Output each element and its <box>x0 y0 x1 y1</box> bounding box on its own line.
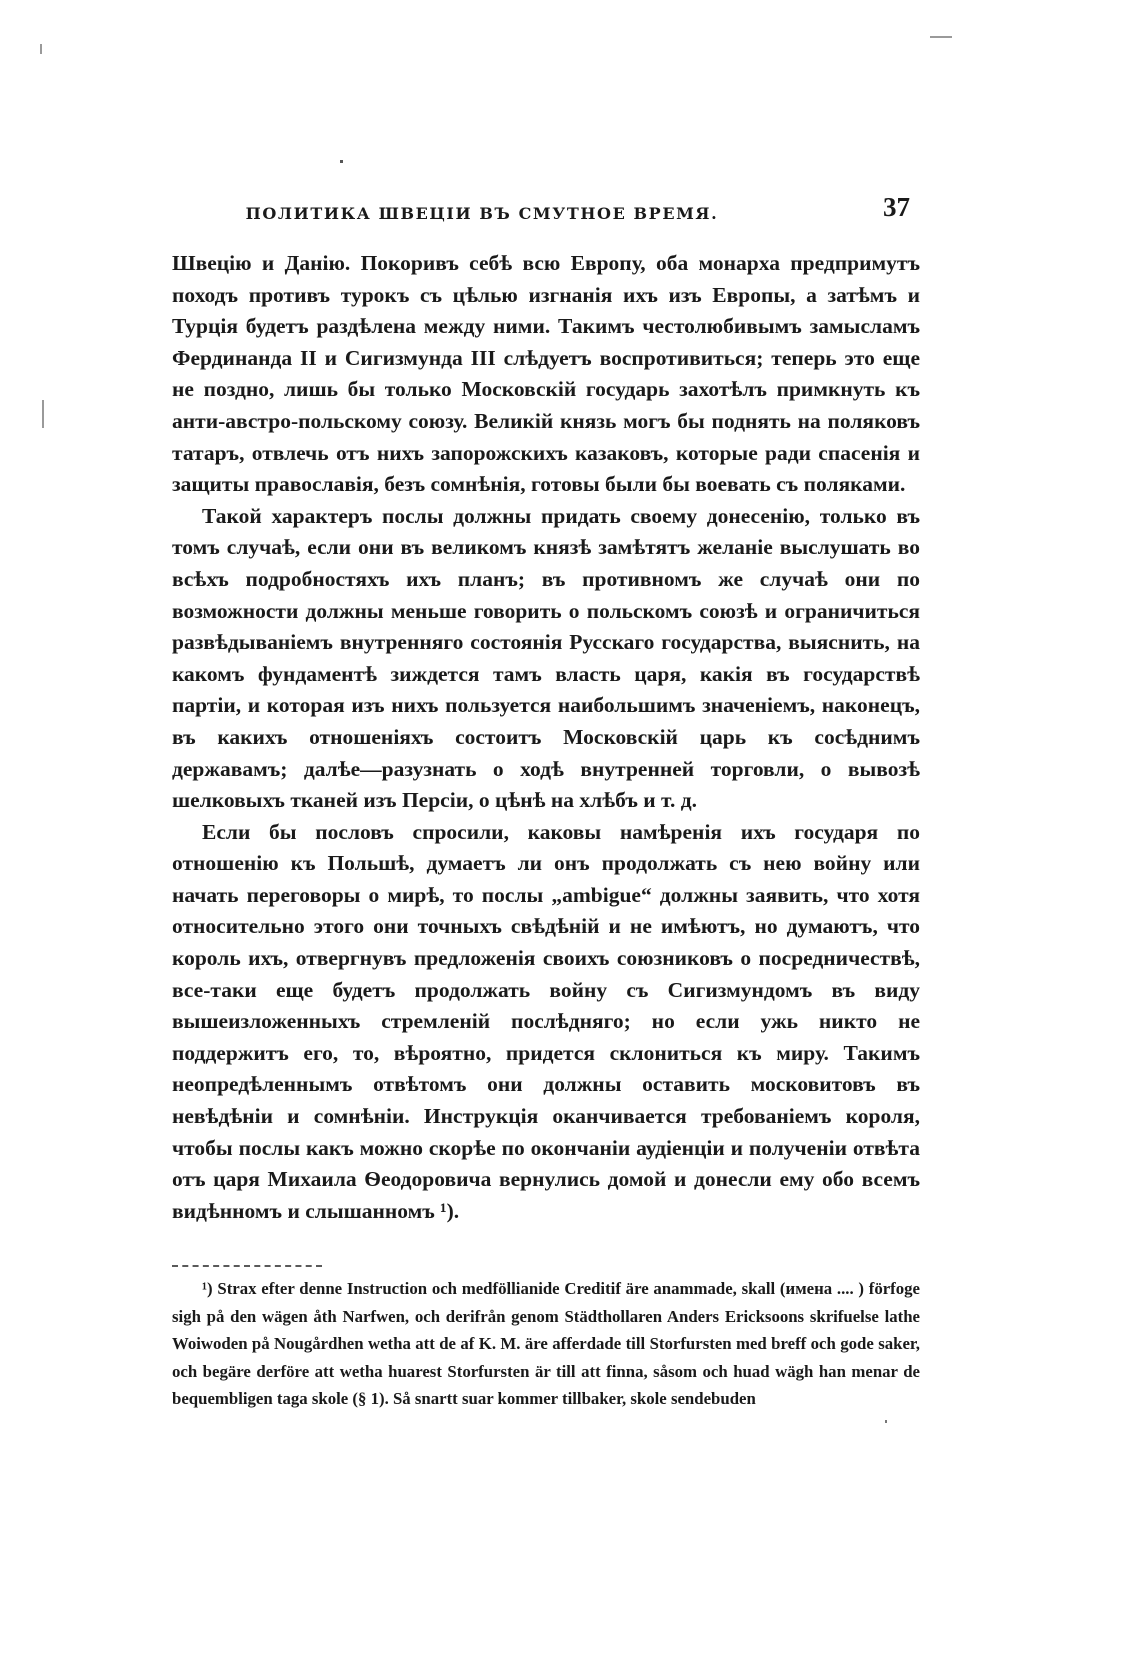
footnote <box>172 1275 920 1413</box>
scan-dot <box>340 160 343 163</box>
main-text <box>172 248 920 1227</box>
scan-dot-bottom <box>885 1420 887 1423</box>
paragraph-1: Швецію и Данію. Покоривъ себѣ всю Европу, оба монарха предпримутъ походъ противъ турокъ съ цѣлью изгнанія ихъ изъ Европы, а затѣмъ и Турція будетъ раздѣлена между ними. Такимъ честолюбивымъ замысламъ Фердинанда II и Сигизмунда III слѣдуетъ воспротивиться; теперь это еще не поздно, лишь бы только Московскій государь захотѣлъ примкнуть къ анти-австро-польскому союзу. Великій князь могъ бы поднять на поляковъ татаръ, отвлечь отъ нихъ запорожскихъ казаковъ, которые ради спасенія и защиты православія, безъ сомнѣнія, готовы были бы воевать съ поляками. <box>172 251 920 497</box>
running-header <box>172 192 920 232</box>
scan-edge-mark-right <box>930 36 952 38</box>
scan-edge-mark-left-lower <box>42 400 44 428</box>
paragraph-2: Такой характеръ послы должны придать своему донесенію, только въ томъ случаѣ, если они въ великомъ князѣ замѣтятъ желаніе выслушать во всѣхъ подробностяхъ ихъ планъ; въ противномъ же случаѣ они по возможности должны меньше говорить о польскомъ союзѣ и ограничиться развѣдываніемъ внутренняго состоянія Русскаго государства, выяснить, на какомъ фундаментѣ зиждется тамъ власть царя, какія въ государствѣ партіи, и которая изъ нихъ пользуется наибольшимъ значеніемъ, наконецъ, въ какихъ отношеніяхъ состоитъ Московскій царь къ сосѣднимъ державамъ; далѣе—разузнать о ходѣ внутренней торговли, о вывозѣ шелковыхъ тканей изъ Персіи, о цѣнѣ на хлѣбъ и т. д. <box>172 503 920 813</box>
page-number: 37 <box>883 192 910 222</box>
paragraph-3: Если бы пословъ спросили, каковы намѣренія ихъ государя по отношенію къ Польшѣ, думаетъ ли онъ продолжать съ нею войну или начать переговоры о мирѣ, то послы „ambigue“ должны заявить, что хотя относительно этого они точныхъ свѣдѣній и не имѣютъ, но думаютъ, что король ихъ, отвергнувъ предложенія своихъ союзниковъ о посредничествѣ, все-таки еще будетъ продолжать войну съ Сигизмундомъ въ виду вышеизложенныхъ стремленій послѣдняго; но если ужь никто не поддержитъ его, то, вѣроятно, придется склониться къ миру. Такимъ неопредѣленнымъ отвѣтомъ они должны оставить московитовъ въ невѣдѣніи и сомнѣніи. Инструкція оканчивается требованіемъ короля, чтобы послы какъ можно скорѣе по окончаніи аудіенціи и полученіи отвѣта отъ царя Михаила Ѳеодоровича вернулись домой и донесли ему обо всемъ видѣнномъ и слышанномъ ¹). <box>172 819 920 1223</box>
running-title: ПОЛИТИКА ШВЕЦІИ ВЪ СМУТНОЕ ВРЕМЯ. <box>245 204 719 223</box>
footnote-text: ¹) Strax efter denne Instruction och medföllianide Creditif äre anammade, skall (имена .... ) förfoge sigh på den wägen åth Narfwen, och derifrån genom Städthollaren Anders Ericksoons skrifuelse lathe Woiwoden på Nougårdhen wetha att de af K. M. äre afferdade till Storfursten med breff och gode saker, och begäre derföre att wetha huarest Storfursten är till att finna, såsom och huad wägh han menar de bequembligen taga skole (§ 1). Så snartt suar kommer tillbaker, skole sendebuden <box>172 1279 920 1409</box>
scan-edge-mark-left <box>40 44 42 54</box>
footnote-separator <box>172 1265 322 1267</box>
